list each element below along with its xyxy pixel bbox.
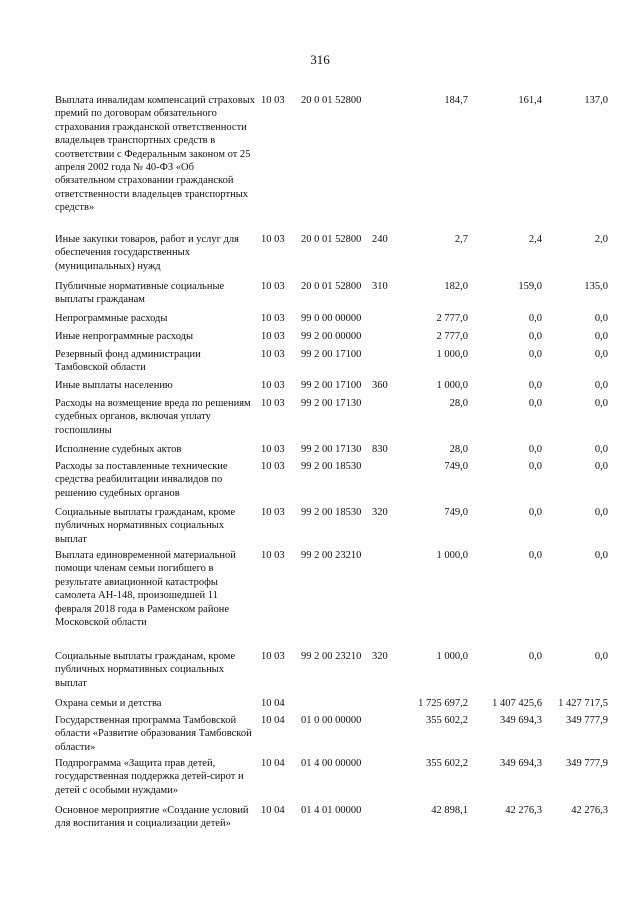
row-name: Иные закупки товаров, работ и услуг для обеспечения государственных (муниципальных) нужд bbox=[55, 234, 239, 272]
section-code: 10 03 bbox=[261, 380, 285, 391]
amount-year-3: 42 276,3 bbox=[571, 805, 608, 816]
expense-type-code: 830 bbox=[372, 444, 388, 455]
amount-year-1: 184,7 bbox=[444, 95, 468, 106]
amount-year-2: 0,0 bbox=[528, 331, 542, 342]
amount-year-3: 1 427 717,5 bbox=[558, 698, 608, 709]
amount-year-3: 0,0 bbox=[594, 349, 608, 360]
target-article-code: 20 0 01 52800 bbox=[301, 95, 362, 106]
amount-year-1: 42 898,1 bbox=[431, 805, 468, 816]
amount-year-2: 0,0 bbox=[528, 651, 542, 662]
amount-year-2: 0,0 bbox=[528, 461, 542, 472]
amount-year-3: 135,0 bbox=[584, 281, 608, 292]
amount-year-2: 42 276,3 bbox=[505, 805, 542, 816]
target-article-code: 99 2 00 18530 bbox=[301, 461, 362, 472]
section-code: 10 04 bbox=[261, 805, 285, 816]
target-article-code: 01 4 01 00000 bbox=[301, 805, 362, 816]
amount-year-1: 1 725 697,2 bbox=[418, 698, 468, 709]
amount-year-3: 0,0 bbox=[594, 444, 608, 455]
row-name: Иные выплаты населению bbox=[55, 380, 173, 391]
amount-year-2: 349 694,3 bbox=[500, 758, 542, 769]
amount-year-3: 137,0 bbox=[584, 95, 608, 106]
amount-year-2: 0,0 bbox=[528, 398, 542, 409]
amount-year-2: 2,4 bbox=[528, 234, 542, 245]
expense-type-code: 310 bbox=[372, 281, 388, 292]
amount-year-2: 159,0 bbox=[518, 281, 542, 292]
target-article-code: 99 2 00 17100 bbox=[301, 349, 362, 360]
target-article-code: 99 2 00 18530 bbox=[301, 507, 362, 518]
row-name: Выплата единовременной материальной помощи членам семьи погибшего в результате авиационной катастрофы самолета АН-148, произошедшей 11 февраля 2018 года в Раменском районе Московской области bbox=[55, 550, 236, 629]
amount-year-3: 0,0 bbox=[594, 507, 608, 518]
section-code: 10 03 bbox=[261, 651, 285, 662]
page-number: 316 bbox=[310, 52, 330, 67]
amount-year-3: 0,0 bbox=[594, 651, 608, 662]
amount-year-1: 2 777,0 bbox=[436, 331, 468, 342]
row-name: Публичные нормативные социальные выплаты гражданам bbox=[55, 281, 225, 306]
target-article-code: 99 2 00 23210 bbox=[301, 550, 362, 561]
amount-year-1: 355 602,2 bbox=[426, 758, 468, 769]
row-name: Подпрограмма «Защита прав детей, государственная поддержка детей-сирот и детей с особыми нуждами» bbox=[55, 758, 244, 796]
amount-year-3: 349 777,9 bbox=[566, 715, 608, 726]
amount-year-1: 1 000,0 bbox=[436, 349, 468, 360]
amount-year-1: 749,0 bbox=[444, 461, 468, 472]
amount-year-2: 0,0 bbox=[528, 507, 542, 518]
row-name: Непрограммные расходы bbox=[55, 313, 168, 324]
amount-year-3: 0,0 bbox=[594, 461, 608, 472]
amount-year-1: 2 777,0 bbox=[436, 313, 468, 324]
section-code: 10 03 bbox=[261, 398, 285, 409]
section-code: 10 04 bbox=[261, 758, 285, 769]
row-name: Резервный фонд администрации Тамбовской области bbox=[55, 349, 201, 374]
amount-year-2: 1 407 425,6 bbox=[492, 698, 542, 709]
amount-year-3: 0,0 bbox=[594, 398, 608, 409]
row-name: Иные непрограммные расходы bbox=[55, 331, 194, 342]
amount-year-1: 28,0 bbox=[449, 398, 468, 409]
amount-year-3: 0,0 bbox=[594, 550, 608, 561]
amount-year-1: 182,0 bbox=[444, 281, 468, 292]
amount-year-1: 355 602,2 bbox=[426, 715, 468, 726]
section-code: 10 04 bbox=[261, 715, 285, 726]
target-article-code: 99 2 00 00000 bbox=[301, 331, 362, 342]
amount-year-2: 0,0 bbox=[528, 380, 542, 391]
amount-year-3: 0,0 bbox=[594, 380, 608, 391]
row-name: Расходы за поставленные технические средства реабилитации инвалидов по решению судебных органов bbox=[55, 461, 228, 499]
amount-year-3: 0,0 bbox=[594, 313, 608, 324]
section-code: 10 03 bbox=[261, 331, 285, 342]
target-article-code: 99 0 00 00000 bbox=[301, 313, 362, 324]
row-name: Выплата инвалидам компенсаций страховых премий по договорам обязательного страхования гражданской ответственности владельцев транспортных средств в соответствии с Федеральным законом от 25 апреля 2002 года № 40-ФЗ «Об обязательном страховании гражданской ответственности владельцев транспортных средств» bbox=[55, 95, 255, 214]
amount-year-3: 349 777,9 bbox=[566, 758, 608, 769]
section-code: 10 03 bbox=[261, 313, 285, 324]
amount-year-1: 1 000,0 bbox=[436, 380, 468, 391]
row-name: Расходы на возмещение вреда по решениям судебных органов, включая уплату госпошлины bbox=[55, 398, 251, 436]
expense-type-code: 240 bbox=[372, 234, 388, 245]
amount-year-1: 1 000,0 bbox=[436, 651, 468, 662]
amount-year-2: 0,0 bbox=[528, 550, 542, 561]
target-article-code: 01 4 00 00000 bbox=[301, 758, 362, 769]
target-article-code: 99 2 00 23210 bbox=[301, 651, 362, 662]
target-article-code: 01 0 00 00000 bbox=[301, 715, 362, 726]
target-article-code: 99 2 00 17130 bbox=[301, 398, 362, 409]
row-name: Социальные выплаты гражданам, кроме публичных нормативных социальных выплат bbox=[55, 651, 236, 689]
amount-year-2: 349 694,3 bbox=[500, 715, 542, 726]
section-code: 10 03 bbox=[261, 550, 285, 561]
target-article-code: 20 0 01 52800 bbox=[301, 234, 362, 245]
row-name: Исполнение судебных актов bbox=[55, 444, 182, 455]
amount-year-1: 749,0 bbox=[444, 507, 468, 518]
section-code: 10 03 bbox=[261, 281, 285, 292]
expense-type-code: 320 bbox=[372, 507, 388, 518]
expense-type-code: 360 bbox=[372, 380, 388, 391]
section-code: 10 03 bbox=[261, 349, 285, 360]
amount-year-3: 0,0 bbox=[594, 331, 608, 342]
amount-year-3: 2,0 bbox=[594, 234, 608, 245]
section-code: 10 03 bbox=[261, 95, 285, 106]
section-code: 10 03 bbox=[261, 444, 285, 455]
row-name: Основное мероприятие «Создание условий для воспитания и социализации детей» bbox=[55, 805, 249, 830]
row-name: Государственная программа Тамбовской области «Развитие образования Тамбовской области» bbox=[55, 715, 252, 753]
amount-year-2: 0,0 bbox=[528, 313, 542, 324]
section-code: 10 04 bbox=[261, 698, 285, 709]
row-name: Социальные выплаты гражданам, кроме публичных нормативных социальных выплат bbox=[55, 507, 236, 545]
amount-year-1: 2,7 bbox=[454, 234, 468, 245]
section-code: 10 03 bbox=[261, 461, 285, 472]
section-code: 10 03 bbox=[261, 507, 285, 518]
amount-year-2: 0,0 bbox=[528, 349, 542, 360]
target-article-code: 20 0 01 52800 bbox=[301, 281, 362, 292]
target-article-code: 99 2 00 17100 bbox=[301, 380, 362, 391]
amount-year-2: 0,0 bbox=[528, 444, 542, 455]
row-name: Охрана семьи и детства bbox=[55, 698, 162, 709]
amount-year-1: 1 000,0 bbox=[436, 550, 468, 561]
amount-year-2: 161,4 bbox=[518, 95, 542, 106]
expense-type-code: 320 bbox=[372, 651, 388, 662]
section-code: 10 03 bbox=[261, 234, 285, 245]
amount-year-1: 28,0 bbox=[449, 444, 468, 455]
target-article-code: 99 2 00 17130 bbox=[301, 444, 362, 455]
